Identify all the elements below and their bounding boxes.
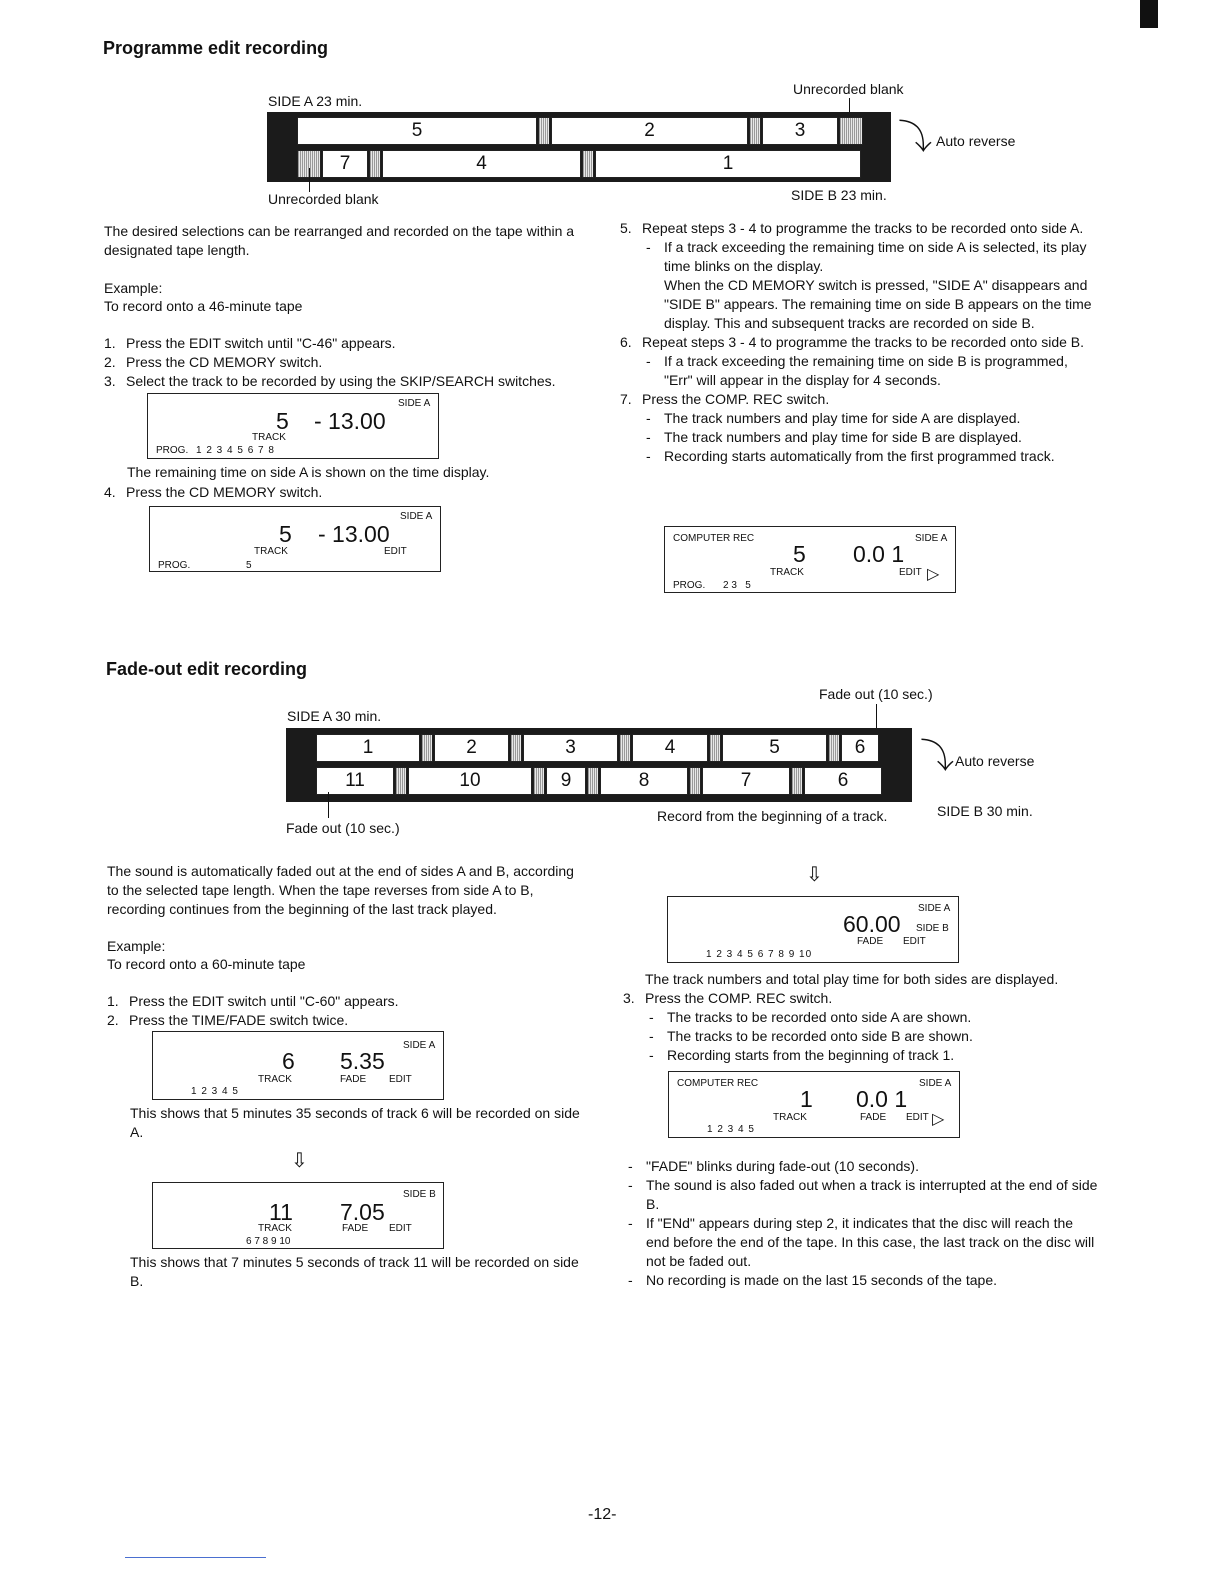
tape-gap [538,117,550,145]
tape-segment: 6 [804,767,882,795]
lcd-edit-label: EDIT [384,546,407,557]
step-item [104,483,1224,502]
lcd-side-indicator: SIDE A [919,1078,952,1089]
lcd-fade-label: FADE [342,1223,369,1234]
tape-gap [587,767,599,795]
step-item [107,1011,587,1030]
tape-gap [689,767,701,795]
step-subtext: When the CD MEMORY switch is pressed, "SIDE A" disappears and "SIDE B" appears. The remaining time on side B appears on the time display. This and subsequent tracks are recorded on side B. [664,277,1092,331]
lcd-edit-label: EDIT [906,1112,929,1123]
tape-segment: 11 [316,767,394,795]
lcd-edit-label: EDIT [389,1223,412,1234]
lcd-time: - 13.00 [314,408,386,434]
auto-reverse-label: Auto reverse [955,753,1035,769]
lcd-side-indicator: SIDE A [398,398,431,409]
lcd-track-number: 11 [269,1199,293,1225]
note-item [624,1214,1100,1271]
lcd-side-a-indicator: SIDE A [918,903,951,914]
right-step-list [620,219,1094,466]
lcd-track-numbers: 6 7 8 9 10 [246,1236,291,1247]
example-text: To record onto a 46-minute tape [104,298,303,314]
tape-unrecorded-blank [839,117,863,145]
note-text: "FADE" blinks during fade-out (10 seconds). [646,1158,919,1174]
step-subitem [645,1008,1093,1027]
lcd-track-label: TRACK [252,432,286,443]
tape-segment: 10 [408,767,532,795]
lcd-track-number: 1 [800,1086,813,1112]
lcd-edit-label: EDIT [899,567,922,578]
step-text: Repeat steps 3 - 4 to programme the tracks to be recorded onto side B. [642,334,1085,350]
step-number: 4. [104,484,116,500]
fade-notes-list [624,1157,1100,1290]
step-subitem [642,447,1094,466]
step-number: 3. [623,990,635,1006]
unrecorded-blank-top-label: Unrecorded blank [793,81,904,97]
tape-segment: 3 [762,117,838,145]
intro-paragraph: The desired selections can be rearranged and recorded on the tape within a designated tape length. [104,223,575,258]
step-subtext: The track numbers and play time for side A are displayed. [664,410,1021,426]
tape-segment: 2 [551,117,748,145]
step-text: Press the CD MEMORY switch. [126,354,323,370]
tape-segment: 4 [382,150,581,178]
tape-segment: 5 [297,117,537,145]
step-subitem [645,1027,1093,1046]
fade-out-bottom-label: Fade out (10 sec.) [286,820,400,836]
step-subtext: Recording starts automatically from the first programmed track. [664,448,1055,464]
lcd-time: - 13.00 [318,521,390,547]
play-icon: ▷ [932,1111,945,1128]
lcd-edit-label: EDIT [903,936,926,947]
auto-reverse-label: Auto reverse [936,133,1016,149]
lcd1-note: The remaining time on side A is shown on the time display. [127,464,490,480]
lcd-display-step3 [147,393,439,459]
lcd-computer-rec: COMPUTER REC [673,533,755,544]
step-item [104,334,584,353]
step-number: 2. [104,354,116,370]
lcd-display-fade-side-a [152,1031,444,1100]
tape-segment: 2 [434,734,509,762]
step-subtext: The track numbers and play time for side B are displayed. [664,429,1022,445]
tape-segment: 3 [523,734,618,762]
lcd-display-total-time [667,896,959,963]
section-title-programme-edit: Programme edit recording [103,38,329,58]
step-subitem [642,409,1094,428]
tape-gap [749,117,761,145]
fade-out-top-label: Fade out (10 sec.) [819,686,933,702]
step-item [620,390,1094,409]
lcd-track-numbers: 5 [246,560,252,571]
lcd-side-indicator: SIDE A [915,533,948,544]
step-item [620,333,1094,352]
note-item [624,1271,1100,1290]
section-title-fade-out-edit: Fade-out edit recording [106,659,308,679]
down-arrow-icon: ⇩ [291,1150,308,1172]
side-b-length: SIDE B 30 min. [937,803,1033,819]
tape-gap [369,150,381,178]
lcd-side-indicator: SIDE B [403,1189,436,1200]
step-subtext: The tracks to be recorded onto side A are shown. [667,1009,972,1025]
step-number: 3. [104,373,116,389]
step-text: Press the EDIT switch until "C-60" appears. [129,993,399,1009]
tape-segment: 6 [841,734,879,762]
step-text: Press the TIME/FADE switch twice. [129,1012,349,1028]
step-number: 5. [620,220,632,236]
lcd-time: 7.05 [340,1199,385,1225]
fade-step3-list [623,989,1093,1065]
lcd-fade-label: FADE [340,1074,367,1085]
tape-gap [510,734,522,762]
step-subtext: If a track exceeding the remaining time on side A is selected, its play time blinks on the display. [664,239,1087,274]
lcd-track-number: 5 [793,541,806,567]
down-arrow-icon: ⇩ [806,864,823,886]
play-icon: ▷ [927,566,940,583]
lcd-fade-label: FADE [857,936,884,947]
step-number: 1. [107,993,119,1009]
step-number: 7. [620,391,632,407]
lcd-track-label: TRACK [258,1074,292,1085]
tape-segment: 9 [546,767,586,795]
lcd-time: 0.0 1 [853,541,905,567]
step-item [107,992,587,1011]
tape-segment: 1 [316,734,420,762]
fade-bottom-pointer [328,792,329,818]
tape-segment: 4 [632,734,708,762]
step-item [104,353,584,372]
page-tab-marker [1140,0,1158,28]
lcd-track-label: TRACK [254,546,288,557]
tape-segment: 1 [595,150,861,178]
page-number: -12- [588,1506,617,1523]
tape-gap [828,734,840,762]
example-label: Example: [107,938,166,954]
lcd-prog-label: PROG. [156,445,189,456]
lcd-display-fade-comp-rec [668,1071,960,1138]
lcd-time: 0.0 1 [856,1086,908,1112]
lcd-track-number: 5 [276,408,289,434]
lcd-prog-label: PROG. [158,560,191,571]
tape-gap [395,767,407,795]
lcd-track-numbers: 1 2 3 4 5 [707,1124,755,1135]
step-subitem [642,428,1094,447]
tape-segment: 7 [702,767,790,795]
side-a-length: SIDE A 23 min. [268,93,363,109]
note-text: No recording is made on the last 15 seconds of the tape. [646,1272,997,1288]
note-text: If "ENd" appears during step 2, it indicates that the disc will reach the end before the end of the tape. In this case, the last track on the disc will not be faded out. [646,1215,1095,1269]
lcd-time: 5.35 [340,1048,385,1074]
unrecorded-bottom-pointer [309,168,310,192]
example-label: Example: [104,280,163,296]
side-b-length: SIDE B 23 min. [791,187,887,203]
tape-segment: 7 [322,150,368,178]
tape-gap [709,734,721,762]
fade-intro-paragraph: The sound is automatically faded out at the end of sides A and B, according to the selected tape length. When the tape reverses from side A to B, recording continues from the beginning of the last track played. [107,863,574,917]
step-text: Press the COMP. REC switch. [645,990,833,1006]
lcd3-note: The track numbers and total play time for both sides are displayed. [645,971,1059,987]
lcd-display-step4 [149,506,441,572]
tape-gap [619,734,631,762]
step-text: Press the CD MEMORY switch. [126,484,323,500]
lcd-side-indicator: SIDE A [400,511,433,522]
step-item [104,372,584,391]
lcd-track-numbers: 1 2 3 4 5 6 7 8 [196,445,275,456]
unrecorded-blank-bottom-label: Unrecorded blank [268,191,379,207]
tape-gap [582,150,594,178]
tape-gap [533,767,545,795]
lcd-track-label: TRACK [770,567,804,578]
step-text: Select the track to be recorded by using the SKIP/SEARCH switches. [126,373,556,389]
fade-step-list [107,992,587,1030]
record-from-beginning-label: Record from the beginning of a track. [657,808,888,824]
step-item [623,989,1093,1008]
step-text: Repeat steps 3 - 4 to programme the tracks to be recorded onto side A. [642,220,1084,236]
tape-gap [791,767,803,795]
step-subtext: Recording starts from the beginning of track 1. [667,1047,955,1063]
lcd-computer-rec: COMPUTER REC [677,1078,759,1089]
auto-reverse-arrow-icon: ⤵ [898,119,932,157]
lcd-display-comp-rec [664,526,956,593]
step-number: 2. [107,1012,119,1028]
step-subtext: If a track exceeding the remaining time on side B is programmed, "Err" will appear in the display for 4 seconds. [664,353,1068,388]
step-list [104,334,584,391]
step-subitem [642,352,1094,390]
example-text: To record onto a 60-minute tape [107,956,306,972]
tape-gap [421,734,433,762]
lcd-side-b-indicator: SIDE B [916,923,949,934]
step-subitem [642,238,1094,276]
note-item [624,1157,1100,1176]
lcd-display-fade-side-b [152,1182,444,1249]
lcd-track-label: TRACK [773,1112,807,1123]
lcd-track-number: 6 [282,1048,295,1074]
note-item [624,1176,1100,1214]
step-subitem [664,276,1094,333]
lcd-track-number: 5 [279,521,292,547]
step-text: Press the EDIT switch until "C-46" appears. [126,335,396,351]
tape-segment: 5 [722,734,827,762]
lcd-track-label: TRACK [258,1223,292,1234]
tape-segment: 8 [600,767,688,795]
footer-rule [125,1557,266,1558]
step-number: 1. [104,335,116,351]
auto-reverse-arrow-icon: ⤵ [920,738,954,776]
lcd-prog-label: PROG. [673,580,706,591]
side-a-length: SIDE A 30 min. [287,708,382,724]
lcd-track-numbers: 1 2 3 4 5 [191,1086,239,1097]
step-item [620,219,1094,238]
step-number: 6. [620,334,632,350]
lcd-track-numbers: 2 3 5 [723,580,751,591]
step-subitem [645,1046,1093,1065]
lcd2-note: This shows that 7 minutes 5 seconds of track 11 will be recorded on side B. [130,1254,579,1289]
lcd-track-numbers: 1 2 3 4 5 6 7 8 9 10 [706,949,813,960]
lcd-side-indicator: SIDE A [403,1040,436,1051]
lcd-edit-label: EDIT [389,1074,412,1085]
lcd1-note: This shows that 5 minutes 35 seconds of track 6 will be recorded on side A. [130,1105,580,1140]
note-text: The sound is also faded out when a track is interrupted at the end of side B. [646,1177,1098,1212]
lcd-time: 60.00 [843,911,901,937]
step-subtext: The tracks to be recorded onto side B are shown. [667,1028,973,1044]
lcd-fade-label: FADE [860,1112,887,1123]
step-text: Press the COMP. REC switch. [642,391,830,407]
